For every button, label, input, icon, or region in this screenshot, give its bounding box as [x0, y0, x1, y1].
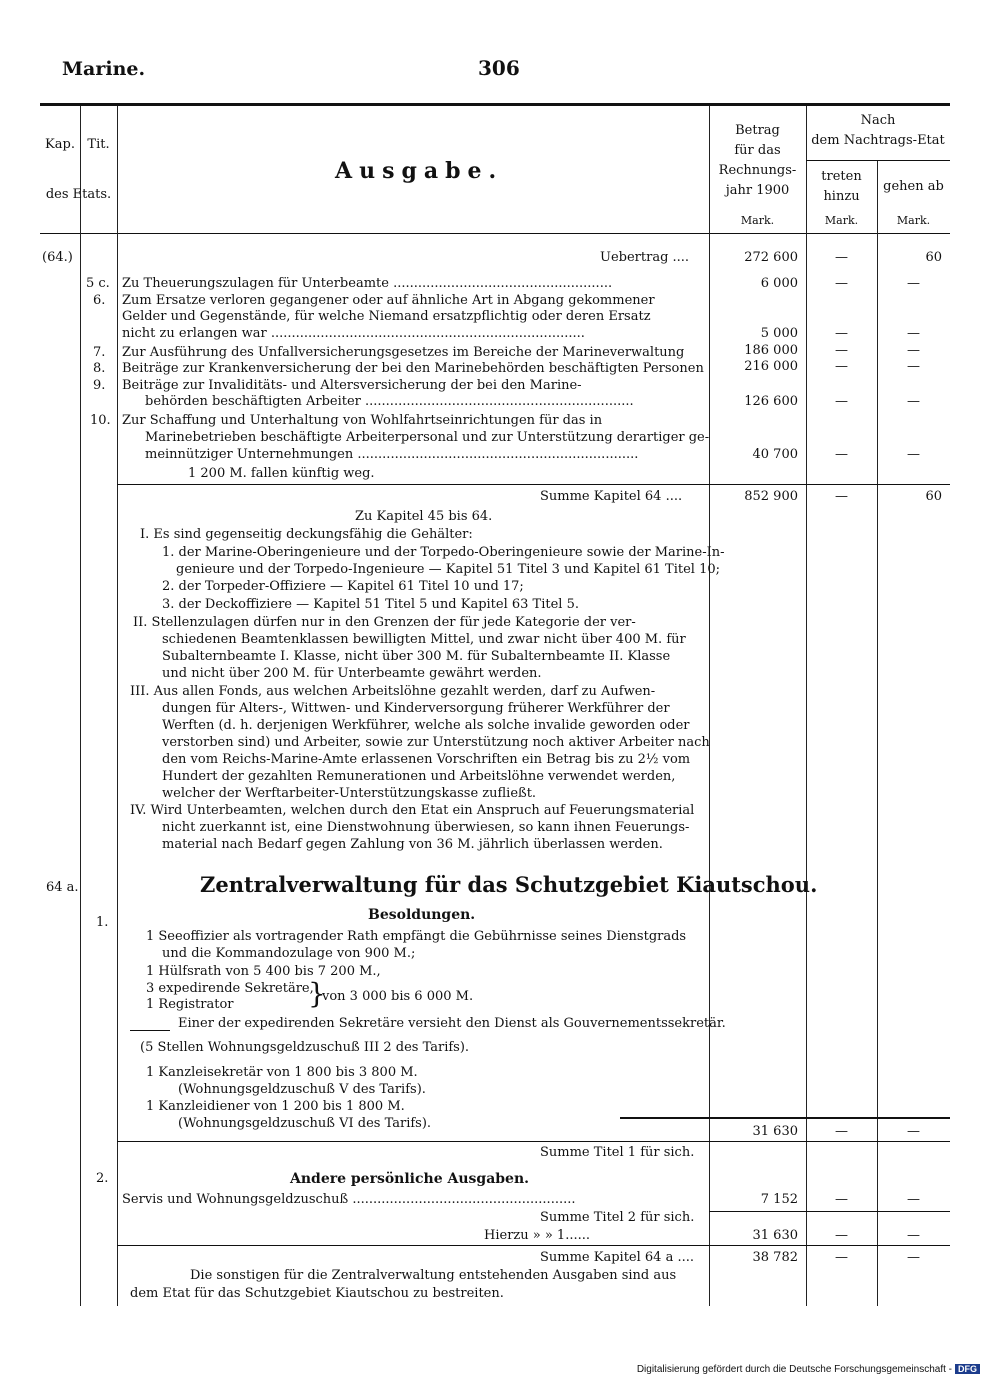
- summe-64a-label: Summe Kapitel 64 a ....: [540, 1250, 694, 1265]
- item-text: Marinebetrieben beschäftigte Arbeiterpersonal und zur Unterstützung derartiger ge-: [145, 430, 710, 445]
- note-line: 2. der Torpeder-Offiziere — Kapitel 61 Titel 10 und 17;: [162, 579, 524, 594]
- item-text: Zur Schaffung und Unterhaltung von Wohlfahrtseinrichtungen für das in: [122, 413, 603, 428]
- item-treten: —: [835, 359, 848, 374]
- uebertrag-treten: —: [835, 250, 848, 265]
- item-gehen: —: [907, 359, 920, 374]
- tit-divider: [117, 106, 118, 1306]
- besoldung-line: und die Kommandozulage von 900 M.;: [162, 946, 416, 961]
- summe-64-rule: [117, 484, 950, 485]
- besoldung-line: Einer der expedirenden Sekretäre versieht den Dienst als Gouvernementssekretär.: [178, 1016, 726, 1031]
- item-betrag: 40 700: [752, 447, 798, 462]
- besoldung-line: 1 Seeoffizier als vortragender Rath empfängt die Gebührnisse seines Dienstgrads: [146, 929, 687, 944]
- footnote-line: Die sonstigen für die Zentralverwaltung entstehenden Ausgaben sind aus: [190, 1268, 677, 1283]
- titel1-sum-rule: [117, 1141, 950, 1142]
- header-treten-2: hinzu: [823, 189, 860, 204]
- brace-icon: }: [308, 977, 326, 1010]
- uebertrag-betrag: 272 600: [744, 250, 798, 265]
- hierzu-gehen: —: [907, 1228, 920, 1243]
- text-divider: [709, 106, 710, 1306]
- summe-64-gehen: 60: [925, 489, 942, 504]
- item-text: Beiträge zur Krankenversicherung der bei den Marinebehörden beschäftigten Personen: [122, 361, 704, 376]
- titel-number: 7.: [93, 345, 106, 360]
- item-betrag: 216 000: [744, 359, 798, 374]
- titel2-treten: —: [835, 1192, 848, 1207]
- titel1-treten: —: [835, 1124, 848, 1139]
- kap-divider: [80, 106, 81, 1306]
- note-line: Subalternbeamte I. Klasse, nicht über 300 M. für Subalternbeamte II. Klasse: [162, 649, 671, 664]
- titel-number: 5 c.: [86, 276, 110, 291]
- top-rule: [40, 103, 950, 106]
- hierzu-line: Hierzu » » 1......: [484, 1228, 590, 1243]
- header-treten-mark: Mark.: [824, 214, 859, 227]
- header-gehen: gehen ab: [883, 179, 944, 194]
- item-text: 1 200 M. fallen künftig weg.: [188, 466, 375, 481]
- item-treten: —: [835, 343, 848, 358]
- hierzu-treten: —: [835, 1228, 848, 1243]
- item-gehen: —: [907, 394, 920, 409]
- note-line: schiedenen Beamtenklassen bewilligten Mittel, und zwar nicht über 400 M. für: [162, 632, 686, 647]
- hierzu-betrag: 31 630: [752, 1228, 798, 1243]
- note-line: und nicht über 200 M. für Unterbeamte gewährt werden.: [162, 666, 542, 681]
- besoldung-line: 3 expedirende Sekretäre,: [146, 981, 314, 996]
- item-betrag: 6 000: [760, 276, 798, 291]
- header-betrag-mark: Mark.: [740, 214, 775, 227]
- header-bottom-rule: [40, 233, 950, 234]
- header-betrag-1: Betrag: [735, 123, 780, 138]
- summe-64-treten: —: [835, 489, 848, 504]
- header-kap: Kap.: [45, 137, 75, 152]
- summe-64a-betrag: 38 782: [752, 1250, 798, 1265]
- note-line: welcher der Werftarbeiter-Unterstützungskasse zufließt.: [162, 786, 537, 801]
- header-betrag-4: jahr 1900: [725, 183, 790, 198]
- header-tit: Tit.: [87, 137, 110, 152]
- footer-text: Digitalisierung gefördert durch die Deutsche Forschungsgemeinschaft -: [636, 1364, 952, 1375]
- note-line: IV. Wird Unterbeamten, welchen durch den Etat ein Anspruch auf Feuerungsmaterial: [130, 803, 695, 818]
- besoldung-line: 1 Kanzleisekretär von 1 800 bis 3 800 M.: [146, 1065, 418, 1080]
- andere-heading: Andere persönliche Ausgaben.: [290, 1171, 530, 1187]
- note-line: III. Aus allen Fonds, aus welchen Arbeitslöhne gezahlt werden, darf zu Aufwen-: [130, 684, 656, 699]
- section-title: Marine.: [62, 58, 146, 80]
- header-nach-2: dem Nachtrags-Etat: [811, 133, 945, 148]
- titel-number: 6.: [93, 293, 106, 308]
- item-betrag: 186 000: [744, 343, 798, 358]
- note-line: verstorben sind) und Arbeiter, sowie zur Unterstützung noch aktiver Arbeiter nach: [162, 735, 710, 750]
- titel2-gehen: —: [907, 1192, 920, 1207]
- titel1-betrag: 31 630: [752, 1124, 798, 1139]
- item-gehen: —: [907, 326, 920, 341]
- summe-titel2: Summe Titel 2 für sich.: [540, 1210, 695, 1225]
- header-gehen-mark: Mark.: [896, 214, 931, 227]
- note-line: 3. der Deckoffiziere — Kapitel 51 Titel 5 und Kapitel 63 Titel 5.: [162, 597, 579, 612]
- kap-64a-label: 64 a.: [46, 880, 79, 895]
- item-text: behörden beschäftigten Arbeiter .................................................................: [145, 394, 634, 409]
- item-betrag: 126 600: [744, 394, 798, 409]
- item-gehen: —: [907, 276, 920, 291]
- item-text: Zur Ausführung des Unfallversicherungsgesetzes im Bereiche der Marineverwaltung: [122, 345, 685, 360]
- besoldung-line: (Wohnungsgeldzuschuß VI des Tarifs).: [178, 1116, 432, 1131]
- header-betrag-3: Rechnungs-: [718, 163, 797, 178]
- item-text: Zum Ersatze verloren gegangener oder auf ähnliche Art in Abgang gekommener: [122, 293, 655, 308]
- summe-64-betrag: 852 900: [744, 489, 798, 504]
- note-line: den vom Reichs-Marine-Amte erlassenen Vorschriften ein Betrag bis zu 2½ vom: [162, 752, 691, 767]
- note-line: II. Stellenzulagen dürfen nur in den Grenzen der für jede Kategorie der ver-: [133, 615, 636, 630]
- note-line: Werften (d. h. derjenigen Werkführer, welche als solche invalide geworden oder: [162, 718, 690, 733]
- dfg-logo: DFG: [955, 1364, 980, 1374]
- item-text: Beiträge zur Invaliditäts- und Altersversicherung der bei den Marine-: [122, 378, 582, 393]
- titel1-gehen: —: [907, 1124, 920, 1139]
- item-betrag: 5 000: [760, 326, 798, 341]
- item-treten: —: [835, 326, 848, 341]
- item-text: Zu Theuerungszulagen für Unterbeamte .....................................................: [122, 276, 613, 291]
- note-line: nicht zuerkannt ist, eine Dienstwohnung überwiesen, so kann ihnen Feuerungs-: [162, 820, 690, 835]
- header-des-etats: des Etats.: [45, 187, 112, 202]
- summe-64a-gehen: —: [907, 1250, 920, 1265]
- note-line: 1. der Marine-Oberingenieure und der Torpedo-Oberingenieure sowie der Marine-In-: [162, 545, 725, 560]
- note-line: material nach Bedarf gegen Zahlung von 36 M. jährlich überlassen werden.: [162, 837, 663, 852]
- uebertrag-label: Uebertrag ....: [600, 250, 690, 265]
- besoldungen-heading: Besoldungen.: [368, 907, 476, 923]
- item-text: Gelder und Gegenstände, für welche Niemand ersatzpflichtig oder deren Ersatz: [122, 309, 651, 324]
- item-text: nicht zu erlangen war ............................................................................: [122, 326, 585, 341]
- dfg-footer: [637, 1364, 980, 1375]
- footnote-line: dem Etat für das Schutzgebiet Kiautschou zu bestreiten.: [130, 1286, 504, 1301]
- item-gehen: —: [907, 343, 920, 358]
- titel1-rule: [620, 1117, 950, 1119]
- titel-number: 10.: [90, 413, 111, 428]
- besoldung-line: 1 Kanzleidiener von 1 200 bis 1 800 M.: [146, 1099, 405, 1114]
- besoldung-line: 1 Registrator: [146, 997, 234, 1012]
- note-line: I. Es sind gegenseitig deckungsfähig die Gehälter:: [140, 527, 473, 542]
- summe-titel1: Summe Titel 1 für sich.: [540, 1145, 695, 1160]
- summe-64a-treten: —: [835, 1250, 848, 1265]
- short-rule: [130, 1030, 170, 1031]
- header-treten-1: treten: [821, 169, 862, 184]
- notes-title: Zu Kapitel 45 bis 64.: [355, 509, 493, 524]
- note-line: genieure und der Torpedo-Ingenieure — Kapitel 51 Titel 3 und Kapitel 61 Titel 10;: [176, 562, 721, 577]
- besoldung-line: von 3 000 bis 6 000 M.: [322, 989, 474, 1004]
- titel-number: 1.: [96, 915, 109, 930]
- item-treten: —: [835, 276, 848, 291]
- besoldung-line: 1 Hülfsrath von 5 400 bis 7 200 M.,: [146, 964, 381, 979]
- kap-64a-title: Zentralverwaltung für das Schutzgebiet Kiautschou.: [200, 872, 818, 897]
- summe-64a-rule: [117, 1245, 950, 1246]
- kap-64-label: (64.): [42, 250, 73, 265]
- header-ausgabe: Ausgabe.: [335, 158, 504, 184]
- titel2-rule: [709, 1211, 950, 1212]
- item-text: meinnütziger Unternehmungen ....................................................................: [145, 447, 639, 462]
- header-betrag-2: für das: [734, 143, 781, 158]
- titel-number: 2.: [96, 1171, 109, 1186]
- page-number: 306: [478, 56, 520, 80]
- note-line: dungen für Alters-, Wittwen- und Kinderversorgung früherer Werkführer der: [162, 701, 670, 716]
- item-treten: —: [835, 447, 848, 462]
- titel2-betrag: 7 152: [760, 1192, 798, 1207]
- besoldung-line: (Wohnungsgeldzuschuß V des Tarifs).: [178, 1082, 426, 1097]
- item-treten: —: [835, 394, 848, 409]
- header-nach-1: Nach: [860, 113, 896, 128]
- item-gehen: —: [907, 447, 920, 462]
- besoldung-line: (5 Stellen Wohnungsgeldzuschuß III 2 des Tarifs).: [140, 1040, 470, 1055]
- servis-line: Servis und Wohnungsgeldzuschuß ......................................................: [122, 1192, 576, 1207]
- summe-64-label: Summe Kapitel 64 ....: [540, 489, 683, 504]
- note-line: Hundert der gezahlten Remunerationen und Arbeitslöhne verwendet werden,: [162, 769, 676, 784]
- uebertrag-gehen: 60: [925, 250, 942, 265]
- nach-rule: [806, 160, 950, 161]
- titel-number: 8.: [93, 361, 106, 376]
- titel-number: 9.: [93, 378, 106, 393]
